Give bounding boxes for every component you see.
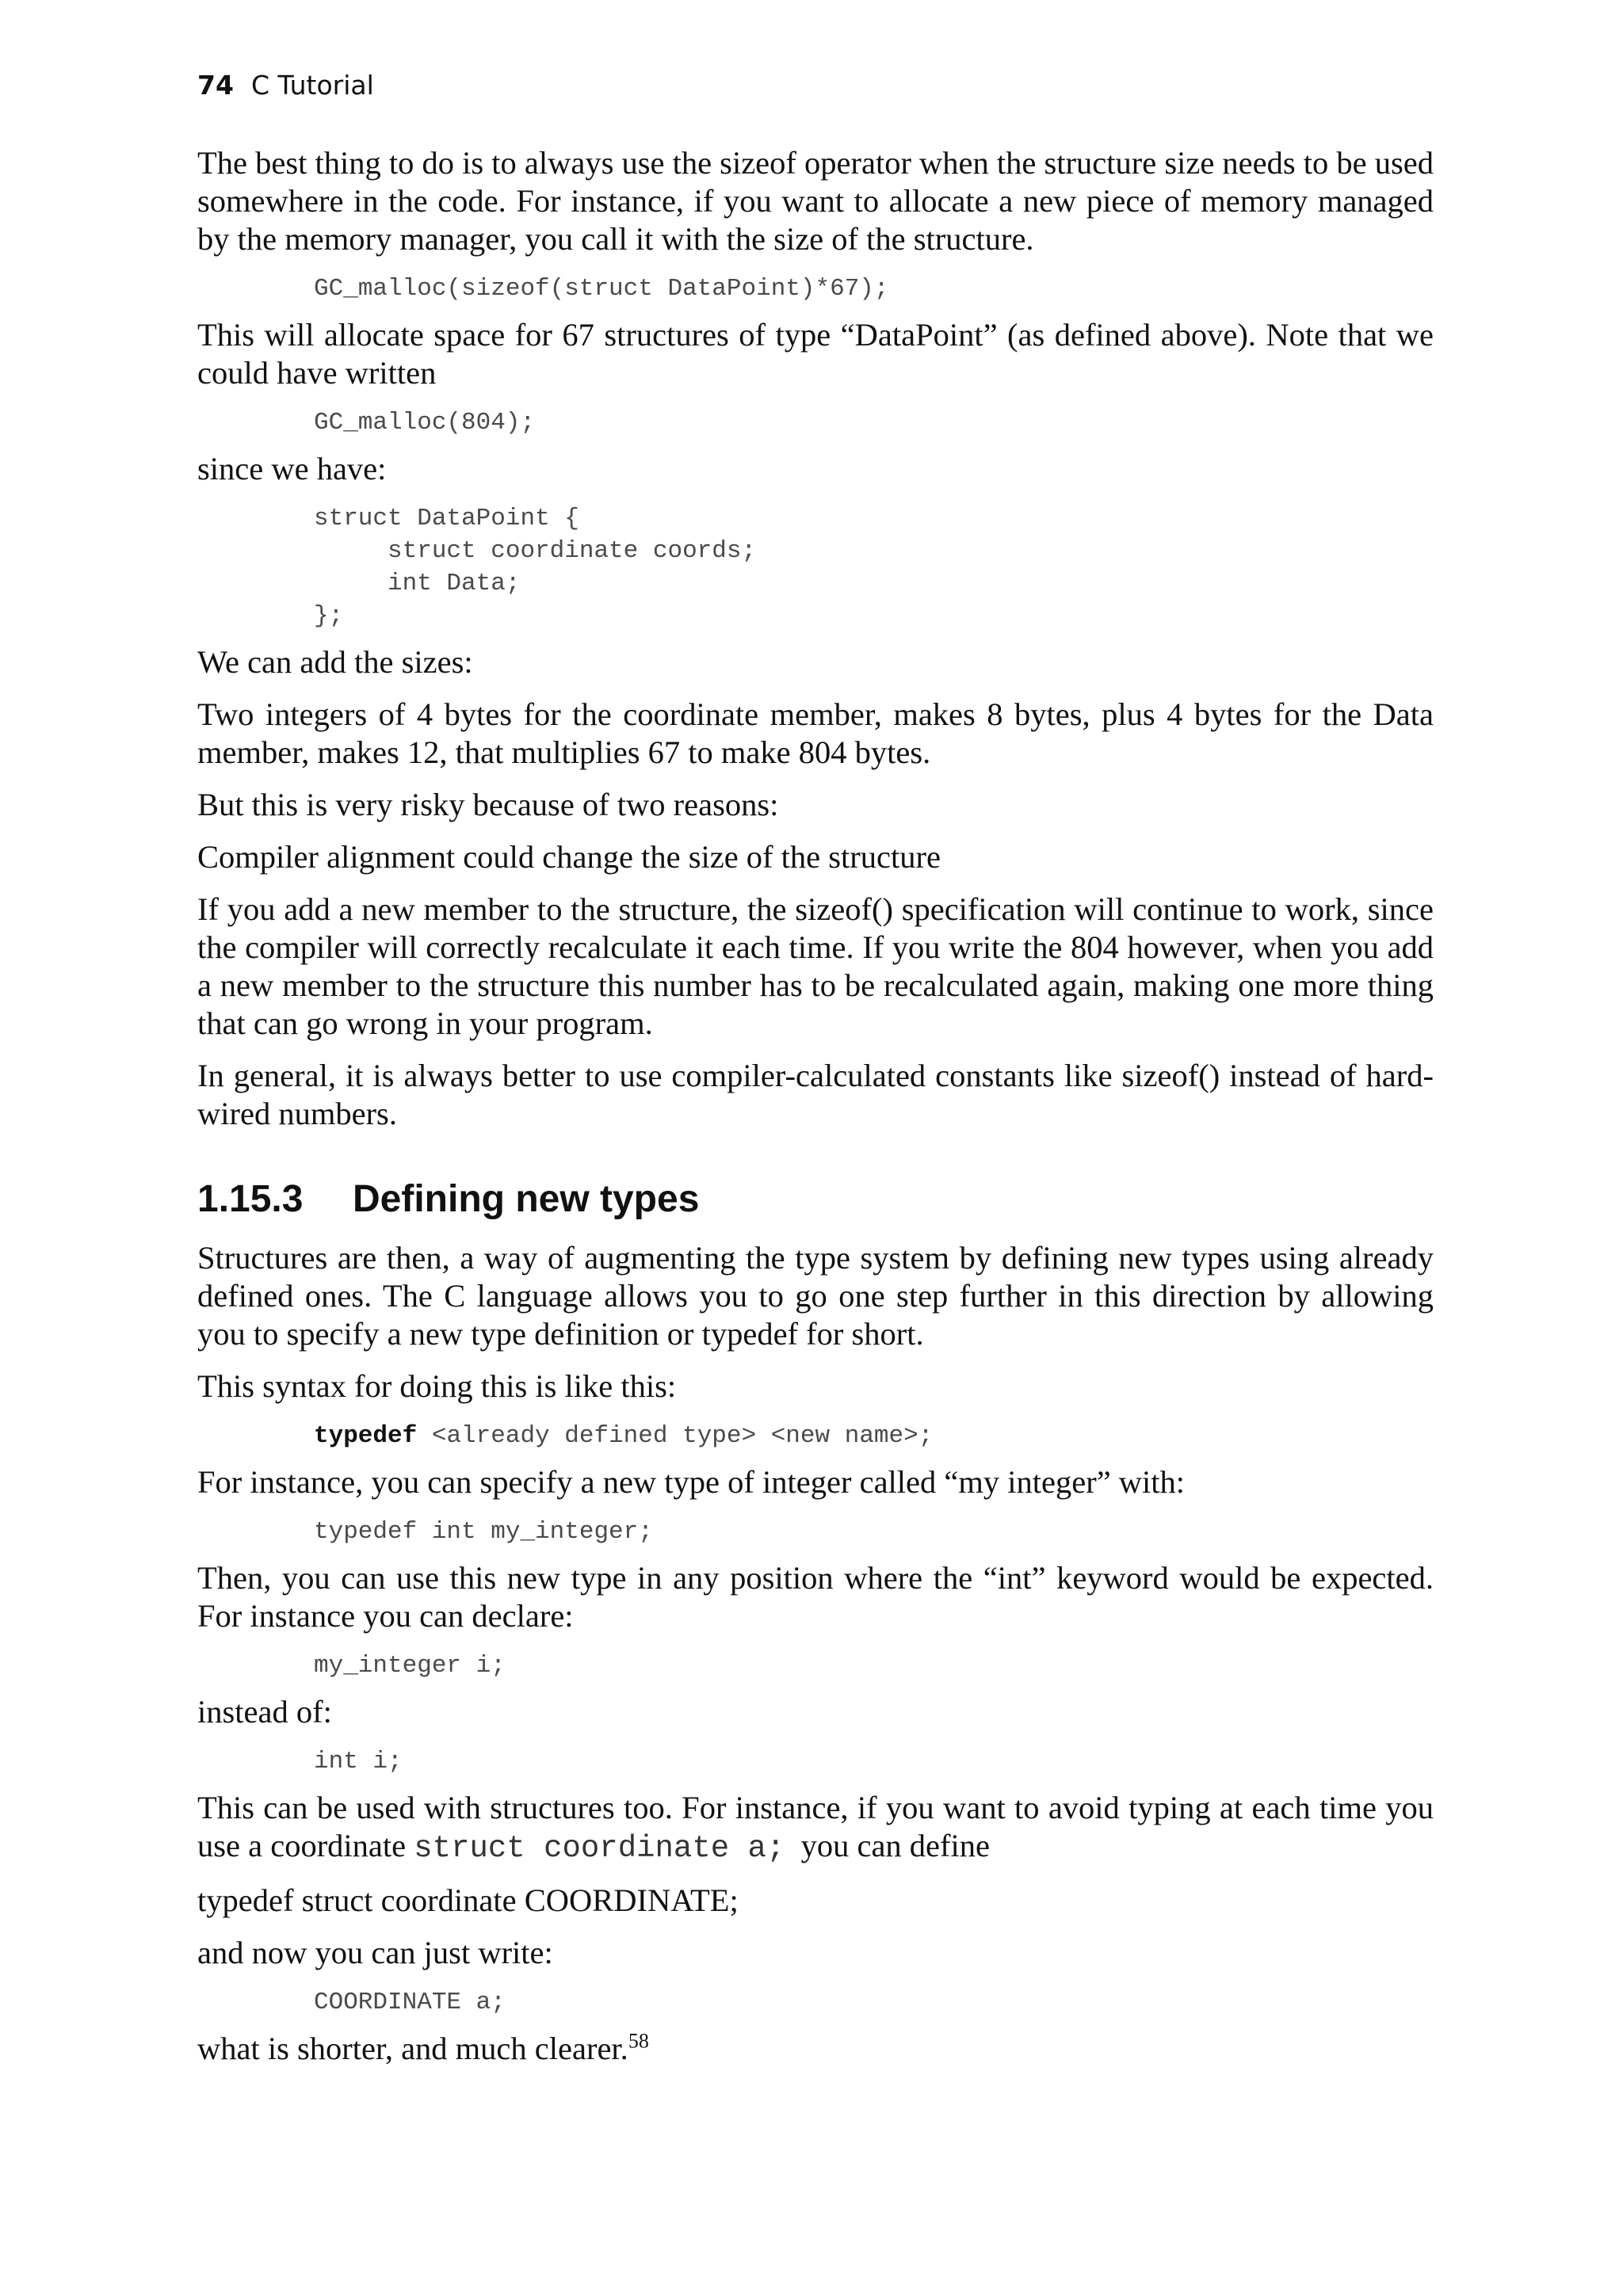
paragraph: The best thing to do is to always use the sizeof operator when the structure size needs to be used somewhere in the code. For instance, if you want to allocate a new piece of memory managed by the memory manager, you call it with the size of the structure. [197,145,1434,257]
paragraph: Compiler alignment could change the size of the structure [197,839,941,875]
page-number: 74 [197,70,234,101]
paragraph-with-inline-code [197,1789,1434,1867]
paragraph: typedef struct coordinate COORDINATE; [197,1882,739,1918]
footnote-reference: 58 [628,2029,649,2053]
paragraph: since we have: [197,451,387,486]
code-block: my_integer i; [314,1652,506,1680]
paragraph-text: you can define [785,1828,990,1863]
section-heading [197,1177,1434,1222]
code-block: typedef int my_integer; [314,1518,653,1546]
paragraph-text: This can be used with structures too. For instance, if you want to avoid typing at each time you use a coordinate [197,1790,1434,1863]
code-block: GC_malloc(sizeof(struct DataPoint)*67); [314,275,889,303]
running-title: C Tutorial [250,70,374,101]
paragraph: For instance, you can specify a new type of integer called “my integer” with: [197,1464,1186,1500]
paragraph: We can add the sizes: [197,644,473,680]
paragraph: Two integers of 4 bytes for the coordinate member, makes 8 bytes, plus 4 bytes for the Data member, makes 12, that multiplies 67 to make 804 bytes. [197,696,1434,770]
typedef-syntax-rest: <already defined type> <new name>; [417,1422,934,1450]
section-title: Defining new types [353,1178,700,1220]
paragraph: In general, it is always better to use compiler-calculated constants like sizeof() instead of hard-wired numbers. [197,1058,1434,1131]
paragraph: Then, you can use this new type in any position where the “int” keyword would be expected. For instance you can declare: [197,1560,1434,1634]
code-block-struct: struct DataPoint { struct coordinate coords; int Data; }; [314,505,757,630]
paragraph: This will allocate space for 67 structures of type “DataPoint” (as defined above). Note that we could have written [197,317,1434,391]
typedef-keyword: typedef [314,1422,418,1450]
paragraph-text: what is shorter, and much clearer. [197,2031,628,2066]
paragraph: and now you can just write: [197,1935,553,1970]
paragraph: instead of: [197,1694,332,1730]
paragraph-with-footnote [197,2030,1434,2068]
paragraph: If you add a new member to the structure, the sizeof() specification will continue to work, since the compiler will correctly recalculate it each time. If you write the 804 however, when you add a new member to the structure this number has to be recalculated again, making one more thing that can go wrong in your program. [197,891,1434,1041]
page-header [197,70,374,101]
paragraph: But this is very risky because of two reasons: [197,787,779,822]
inline-code: struct coordinate a; [414,1831,785,1866]
paragraph: Structures are then, a way of augmenting the type system by defining new types using already defined ones. The C language allows you to go one step further in this direction by allowing you to specify a new type definition or typedef for short. [197,1240,1434,1352]
code-block: int i; [314,1748,403,1775]
code-block-typedef-syntax [314,1420,1434,1452]
code-block: GC_malloc(804); [314,409,536,437]
page-body [197,144,1434,2082]
code-block: COORDINATE a; [314,1989,506,2016]
paragraph: This syntax for doing this is like this: [197,1368,677,1404]
section-number: 1.15.3 [197,1178,304,1220]
